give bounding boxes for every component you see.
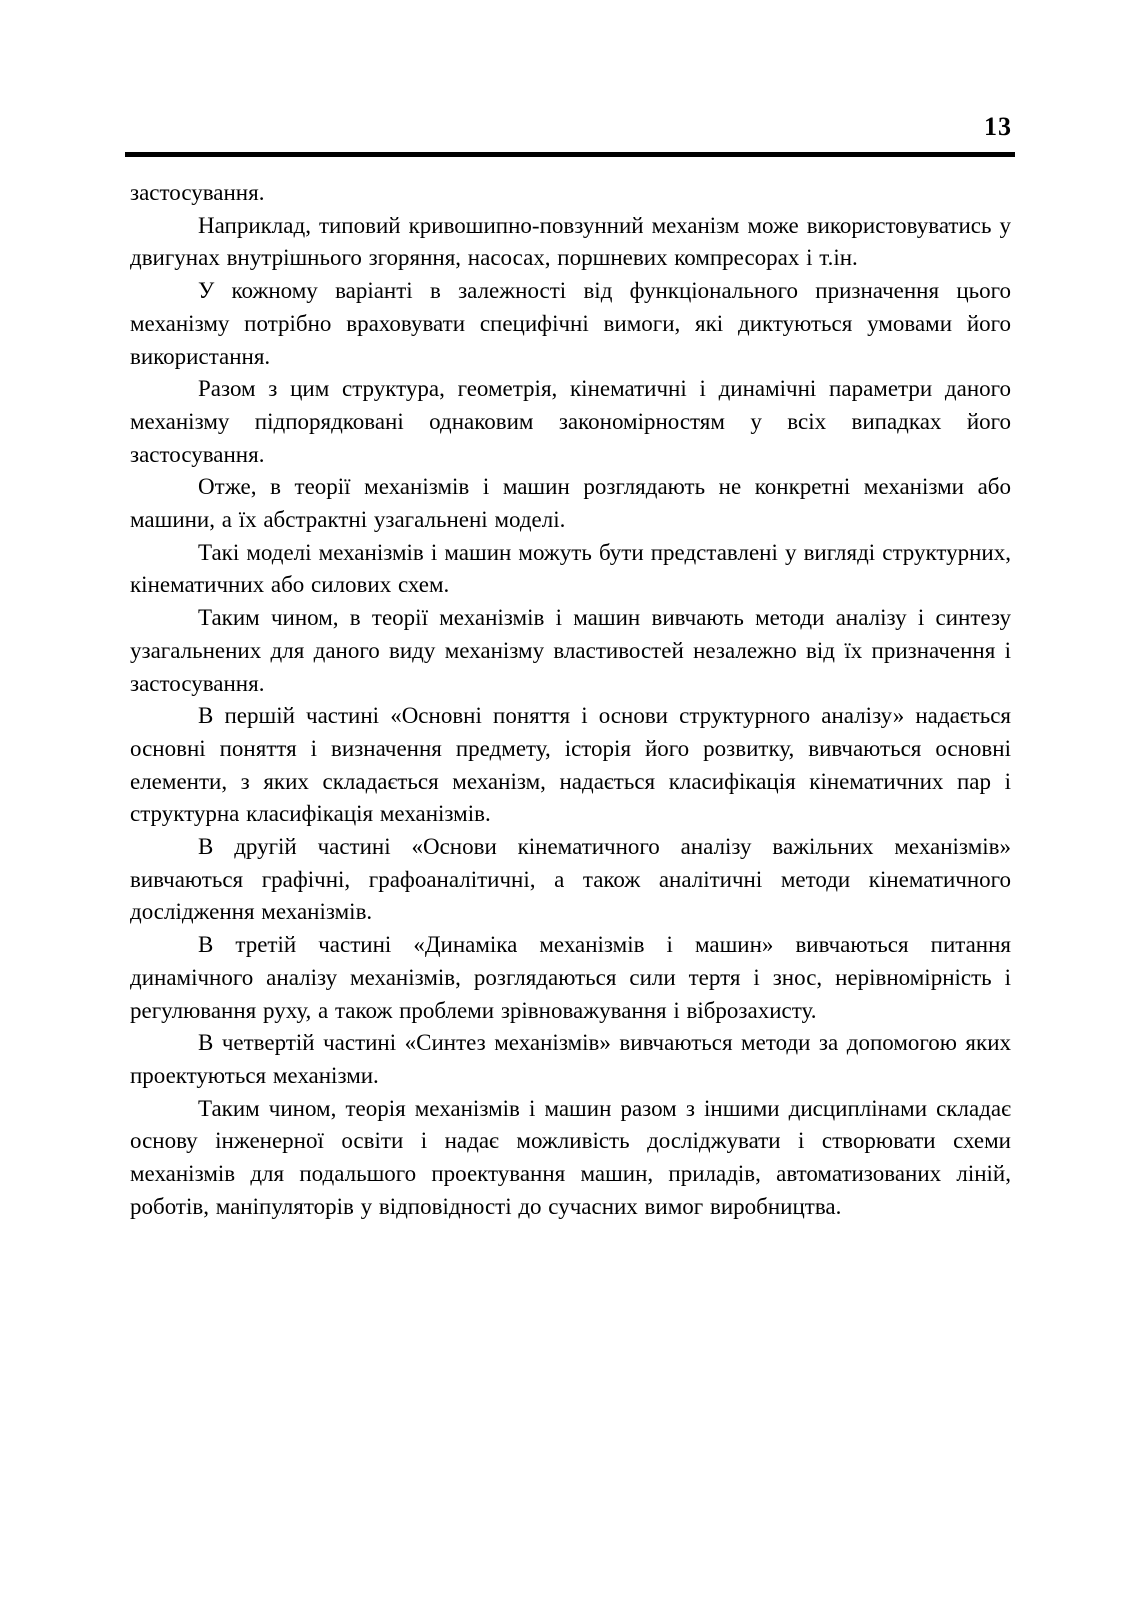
header-rule [125, 152, 1015, 157]
paragraph: В другій частині «Основи кінематичного аналізу важільних механізмів» вивчаються графічні, графоаналітичні, а також аналітичні методи кінематичного дослідження механізмів. [130, 834, 1011, 925]
paragraph: У кожному варіанті в залежності від функціонального призначення цього механізму потрібно враховувати специфічні вимоги, які диктуються умовами його використання. [130, 278, 1011, 369]
page-body [130, 177, 1011, 1224]
paragraph: Таким чином, теорія механізмів і машин разом з іншими дисциплінами складає основу інженерної освіти і надає можливість досліджувати і створювати схеми механізмів для подальшого проектування машин, приладів, автоматизованих ліній, роботів, маніпуляторів у відповідності до сучасних вимог виробництва. [130, 1095, 1011, 1219]
paragraph: В третій частині «Динаміка механізмів і машин» вивчаються питання динамічного аналізу механізмів, розглядаються сили тертя і знос, нерівномірність і регулювання руху, а також проблеми зрівноважування і віброзахисту. [130, 932, 1011, 1023]
paragraph: Такі моделі механізмів і машин можуть бути представлені у вигляді структурних, кінематичних або силових схем. [130, 539, 1011, 598]
paragraph: Отже, в теорії механізмів і машин розглядають не конкретні механізми або машини, а їх абстрактні узагальнені моделі. [130, 474, 1011, 533]
paragraph: Разом з цим структура, геометрія, кінематичні і динамічні параметри даного механізму підпорядковані однаковим закономірностям у всіх випадках його застосування. [130, 376, 1011, 467]
page-number: 13 [984, 112, 1012, 141]
paragraph: Таким чином, в теорії механізмів і машин вивчають методи аналізу і синтезу узагальнених для даного виду механізму властивостей незалежно від їх призначення і застосування. [130, 605, 1011, 696]
paragraph: В четвертій частині «Синтез механізмів» вивчаються методи за допомогою яких проектуються механізми. [130, 1030, 1011, 1088]
paragraph: застосування. [130, 180, 265, 205]
paragraph: В першій частині «Основні поняття і основи структурного аналізу» надається основні поняття і визначення предмету, історія його розвитку, вивчаються основні елементи, з яких складається механізм, надається класифікація кінематичних пар і структурна класифікація механізмів. [130, 703, 1011, 827]
paragraph: Наприклад, типовий кривошипно-повзунний механізм може використовуватись у двигунах внутрішнього згоряння, насосах, поршневих компресорах і т.ін. [130, 212, 1011, 271]
